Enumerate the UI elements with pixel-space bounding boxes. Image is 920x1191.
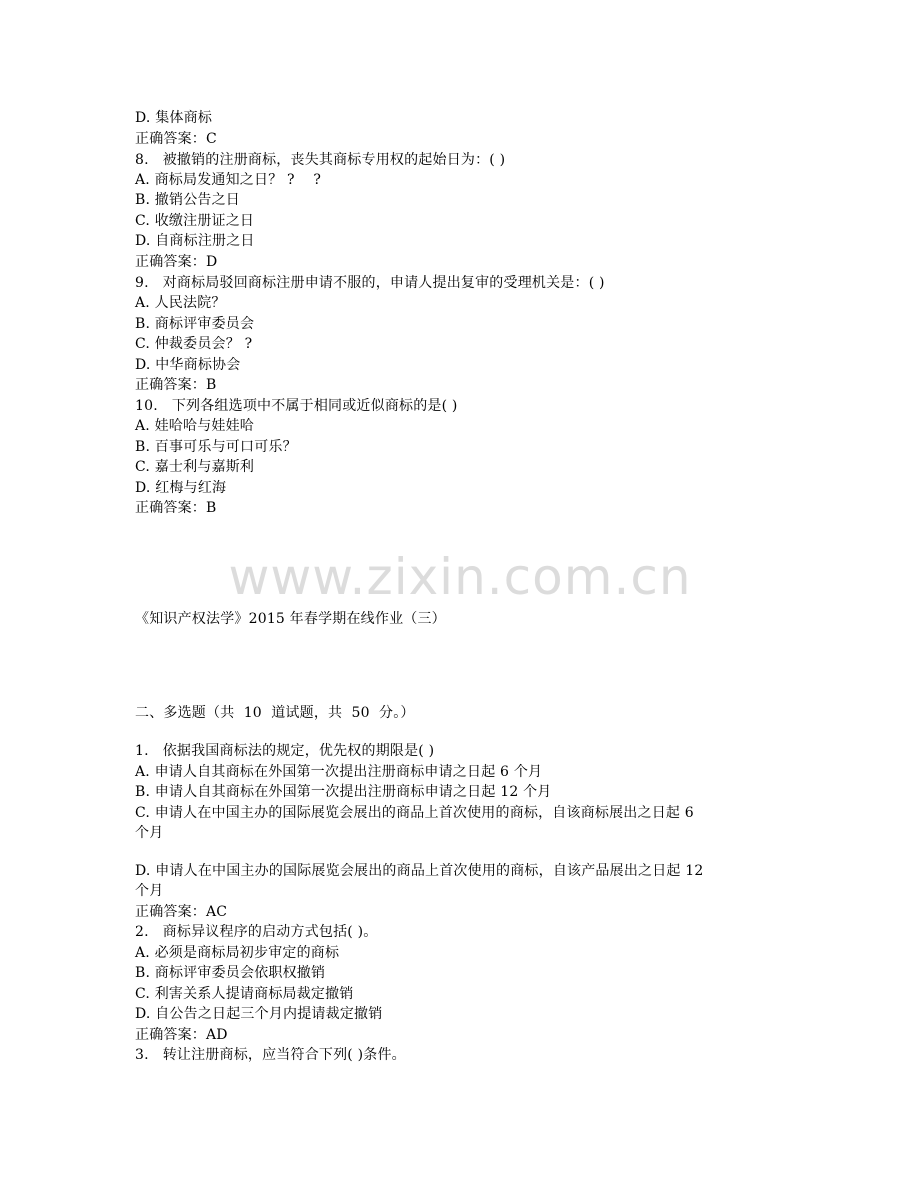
watermark: www.zixin.com.cn <box>228 548 692 606</box>
doc-title: 《知识产权法学》2015 年春学期在线作业（三） <box>135 611 446 627</box>
mc-option-b-q2: B. 商标评审委员会依职权撤销 <box>135 965 326 981</box>
answer-q7: 正确答案：C <box>135 131 217 147</box>
question-9: 9. 对商标局驳回商标注册申请不服的，申请人提出复审的受理机关是：( ) <box>135 275 605 291</box>
mc-question-2: 2. 商标异议程序的启动方式包括( )。 <box>135 924 378 940</box>
answer-q10: 正确答案：B <box>135 500 217 516</box>
option-b-q8: B. 撤销公告之日 <box>135 192 240 208</box>
option-d-q8: D. 自商标注册之日 <box>135 233 255 249</box>
mc-option-d-q2: D. 自公告之日起三个月内提请裁定撤销 <box>135 1006 383 1022</box>
mc-option-c-q1-cont: 个月 <box>135 825 164 841</box>
mc-option-b-q1: B. 申请人自其商标在外国第一次提出注册商标申请之日起 12 个月 <box>135 784 552 800</box>
option-c-q9: C. 仲裁委员会？ ? <box>135 336 253 352</box>
option-b-q9: B. 商标评审委员会 <box>135 316 255 332</box>
option-a-q9: A. 人民法院？ <box>135 295 226 311</box>
mc-answer-q1: 正确答案：AC <box>135 904 228 920</box>
answer-q8: 正确答案：D <box>135 254 218 270</box>
mc-option-a-q1: A. 申请人自其商标在外国第一次提出注册商标申请之日起 6 个月 <box>135 764 543 780</box>
mc-option-a-q2: A. 必须是商标局初步审定的商标 <box>135 945 340 961</box>
option-c-q8: C. 收缴注册证之日 <box>135 213 255 229</box>
mc-question-3: 3. 转让注册商标，应当符合下列( )条件。 <box>135 1047 406 1063</box>
mc-option-c-q1: C. 申请人在中国主办的国际展览会展出的商品上首次使用的商标，自该商标展出之日起 6 <box>135 805 694 821</box>
question-8: 8. 被撤销的注册商标，丧失其商标专用权的起始日为：( ) <box>135 152 506 168</box>
question-10: 10. 下列各组选项中不属于相同或近似商标的是( ) <box>135 398 458 414</box>
mc-question-1: 1. 依据我国商标法的规定，优先权的期限是( ) <box>135 743 435 759</box>
mc-option-c-q2: C. 利害关系人提请商标局裁定撤销 <box>135 986 354 1002</box>
option-a-q10: A. 娃哈哈与娃娃哈 <box>135 418 255 434</box>
mc-option-d-q1-cont: 个月 <box>135 883 164 899</box>
section-header: 二、多选题（共 10 道试题，共 50 分。） <box>135 705 415 721</box>
option-c-q10: C. 嘉士利与嘉斯利 <box>135 459 255 475</box>
mc-answer-q2: 正确答案：AD <box>135 1027 228 1043</box>
option-a-q8: A. 商标局发通知之日？ ? ? <box>135 172 322 188</box>
option-d-q9: D. 中华商标协会 <box>135 357 241 373</box>
answer-q9: 正确答案：B <box>135 377 217 393</box>
option-d-q7: D. 集体商标 <box>135 110 213 126</box>
mc-option-d-q1: D. 申请人在中国主办的国际展览会展出的商品上首次使用的商标，自该产品展出之日起 12 <box>135 863 704 879</box>
option-b-q10: B. 百事可乐与可口可乐？ <box>135 439 297 455</box>
option-d-q10: D. 红梅与红海 <box>135 480 227 496</box>
